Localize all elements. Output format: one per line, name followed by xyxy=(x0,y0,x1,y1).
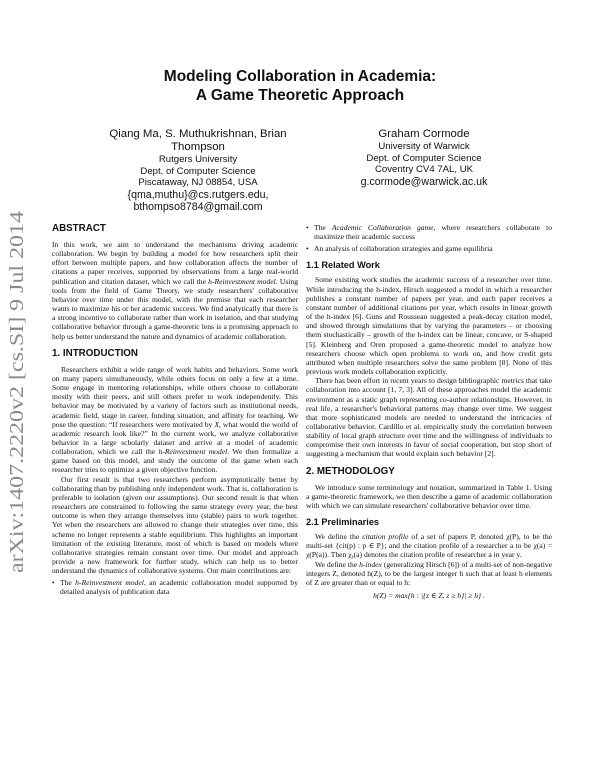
author1-email-line1: {qma,muthu}@cs.rutgers.edu, xyxy=(127,188,269,201)
arxiv-watermark xyxy=(2,205,32,575)
author2-name: Graham Cormode xyxy=(378,128,470,140)
contribution-bullet-1: • The h-Reinvestment model, an academic collaboration model supported by detailed analysis of publication data xyxy=(52,578,298,597)
author1-affiliation: Rutgers University xyxy=(158,154,238,165)
preliminaries-paragraph-1: We define the citation profile of a set of papers P, denoted χ(P), to be the multi-set {cit(p) : p ∈ P}; and the citation profile of a researcher a to be χ(a) = χ(P(a)). Then χᵧ(a) denotes the citation profile of researcher a in year y. xyxy=(306,532,552,560)
author-block-2 xyxy=(318,128,530,188)
author-block-1 xyxy=(78,128,318,214)
author1-name-line1: Qiang Ma, S. Muthukrishnan, Brian xyxy=(109,128,287,140)
preliminaries-heading: 2.1 Preliminaries xyxy=(306,517,380,528)
paper-title xyxy=(60,67,540,105)
methodology-paragraph: We introduce some terminology and notation, summarized in Table 1. Using a game-theoretic framework, we then describe a game of academic collaboration with which we can simulate researchers' collaborative behavior over time. xyxy=(306,482,552,510)
intro-paragraph-1: Researchers exhibit a wide range of work habits and behaviors. Some work on many papers simultaneously, while others focus on only a few at a time. Some engage in mentoring relationships, while others choose to collaborate mostly with their peers, and still others prefer to work independently. This behavior may be motivated by a variety of factors such as institutional needs, academic field, stage in career, funding situation, and affinity for teaching. We pose the question: “If researchers were motivated by X, what would the world of academic research look like?” In the current work, we analyze collaborative behavior in a large scholarly dataset and arrive at a model of academic collaboration, which we call the h-Reinvestment model. We then formalize a game based on this model, and study the outcome of the game when each researcher tries to optimize a given objective function. xyxy=(52,364,299,475)
author1-name-line2: Thompson xyxy=(171,141,225,153)
methodology-heading: 2. METHODOLOGY xyxy=(306,465,395,477)
author1-email-line2: bthompso8784@gmail.com xyxy=(133,201,263,213)
title-line-1: Modeling Collaboration in Academia: xyxy=(163,68,437,85)
contribution-bullet-3: • An analysis of collaboration strategies and game equilibria xyxy=(306,244,493,254)
related-work-heading: 1.1 Related Work xyxy=(306,260,380,271)
bullet-dot: • xyxy=(306,223,309,232)
related-work-paragraph-1: Some existing work studies the academic success of a researcher over time. While introducing the h-index, Hirsch suggested a model in which a researcher publishes a constant number of papers per year, and each paper receives a constant number of additional citations per year, which results in linear growth of the h-index [6]. Guns and Rousseau suggested a peak-decay citation model, and showed through simulations that by varying the parameters – or choosing them stochastically – growth of the h-index can be linear, concave, or S-shaped [5]. Kleinberg and Oren proposed a game-theoretic model to analyze how researchers choose which open problems to work on, and how credit gets attributed when multiple researchers solve the same problem [8]. None of this previous work models collaboration explicitly. xyxy=(306,275,552,377)
bullet-dot: • xyxy=(306,244,309,254)
introduction-heading: 1. INTRODUCTION xyxy=(52,347,138,359)
abstract-heading: ABSTRACT xyxy=(52,223,106,234)
author1-department: Dept. of Computer Science xyxy=(140,165,256,177)
bullet-dot: • xyxy=(52,578,55,588)
arxiv-watermark-text: arXiv:1407.2220v2 [cs.SI] 9 Jul 2014 xyxy=(7,278,28,573)
related-work-paragraph-2: There has been effort in recent years to design bibliographic metrics that take collaboration into account [1, 7, 3]. All of these approaches model the academic environment as a static graph representing co-author relationships. However, in real life, a researcher's behavioral patterns may change over time. We suggest that more sophisticated models are needed to understand the intricacies of collaborative behavior. Cardillo et al. empirically study the correlation between stability of local graph structure over time and the willingness of individuals to compromise their own interests in favor of social cooperation, but stop short of suggesting a mechanism that would explain such behavior [2]. xyxy=(306,376,552,459)
contribution-bullet-2: • The Academic Collaboration game, where researchers collaborate to maximize their academic success xyxy=(306,223,552,242)
author2-address: Coventry CV4 7AL, UK xyxy=(374,164,474,175)
left-column xyxy=(52,223,298,600)
author2-department: Dept. of Computer Science xyxy=(366,152,482,164)
right-column xyxy=(306,223,552,600)
h-index-formula: h(Z) = max{h : |{z ∈ Z, z ≥ h}| ≥ h} . xyxy=(373,591,485,600)
intro-paragraph-2: Our first result is that two researchers perform asymptotically better by collaborating than by publishing only independent work. That is, collaboration is preferable to isolation (given our assumptions). Our second result is that when researchers are constrained to following the same strategy every year, the best outcome is when they arrange themselves into (stable) pairs to work together. Yet when the researchers are allowed to change their strategies over time, this scheme no longer represents a stable equilibrium. This highlights an important limitation of the existing literature, most of which is based on models where collaborative strategies remain constant over time. Our model and approach provide a new framework for further study, which can help us to better understand the dynamics of collaborative systems. Our main contributions are: xyxy=(52,474,298,576)
author2-affiliation: University of Warwick xyxy=(378,141,470,152)
abstract-text: In this work, we aim to understand the mechanisms driving academic collaboration. We begin by building a model for how researchers split their effort between multiple papers, and how collaboration affects the number of citations a paper receives, supported by observations from a large real-world publication and citation dataset, which we call the h-Reinvestment model. Using tools from the field of Game Theory, we study researchers' collaborative behavior over time under this model, with the premise that each researcher wants to maximize his or her academic success. We find analytically that there is a strong incentive to collaborate rather than work in isolation, and that studying collaborative behavior through a game-theoretic lens is a promising approach to help us better understand the nature and dynamics of academic collaboration. xyxy=(52,240,298,341)
author2-email: g.cormode@warwick.ac.uk xyxy=(360,175,488,188)
author1-address: Piscataway, NJ 08854, USA xyxy=(138,177,258,188)
title-line-2: A Game Theoretic Approach xyxy=(195,87,405,104)
preliminaries-paragraph-2: We define the h-index (generalizing Hirsch [6]) of a multi-set of non-negative integers Z, denoted h(Z), to be the largest integer h such that at least h elements of Z are greater than or equal to h: xyxy=(306,559,552,587)
